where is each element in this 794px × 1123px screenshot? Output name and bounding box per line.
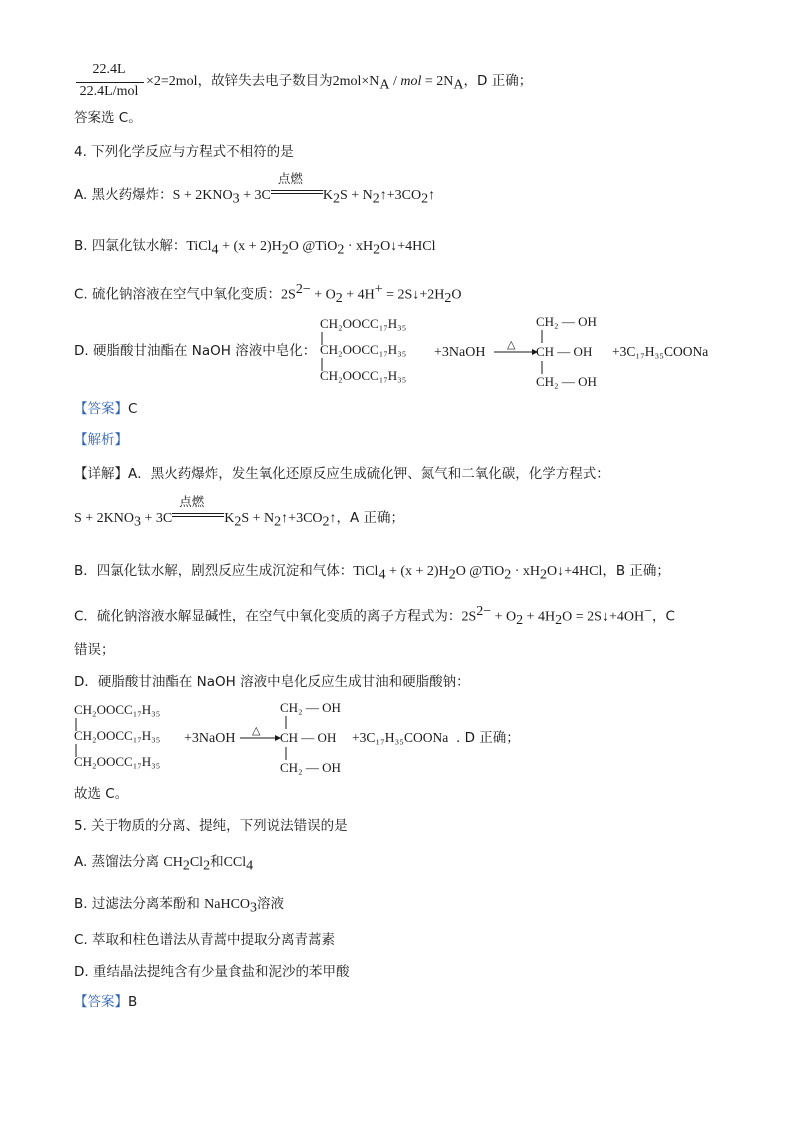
product-glycerol bbox=[280, 700, 341, 775]
ester-line-3: CH₂OOCC₁₇H₃₅ bbox=[74, 754, 161, 769]
glycerol-line-3: CH₂ — OH bbox=[536, 374, 597, 389]
intro-line: ×2=2mol，故锌失去电子数目为$2mol\times N_A$ / mol = $2N_A$，D 正确； bbox=[146, 73, 533, 93]
q4-option-d-label: D. 硬脂酸甘油酯在 NaOH 溶液中皂化： bbox=[74, 343, 317, 359]
fraction-denominator: 22.4L/mol bbox=[79, 84, 139, 99]
q4-answer: 【答案】C bbox=[74, 401, 138, 417]
q5-option-a: A. 蒸馏法分离 $CH_2Cl_2$和CCl$_4$ bbox=[74, 854, 254, 874]
ester-line-2: CH₂OOCC₁₇H₃₅ bbox=[320, 342, 407, 357]
detail-b: B．四氯化钛水解，剧烈反应生成沉淀和气体：TiCl$_4$ + $(x + 2)H_2O$ @TiO$_2$ · $xH_2O↓+4HCl$，B 正确； bbox=[74, 563, 670, 583]
detail-c: C．硫化钠溶液水解显碱性，在空气中氧化变质的离子方程式为：$2S^{2-} + O_2 + 4H_2O$ = 2S↓+4OH−，C bbox=[74, 604, 675, 629]
reagent-naoh: +3NaOH bbox=[184, 731, 236, 746]
reactant-ester bbox=[74, 702, 160, 769]
question-4-stem: 4. 下列化学反应与方程式不相符的是 bbox=[74, 144, 294, 160]
previous-answer: 答案选 C。 bbox=[74, 110, 142, 126]
glycerol-line-2: CH — OH bbox=[280, 730, 337, 745]
q5-option-d: D. 重结晶法提纯含有少量食盐和泥沙的苯甲酸 bbox=[74, 964, 350, 980]
q4-option-b: B. 四氯化钛水解：TiCl$_4$ + $(x + 2)H_2O$ @TiO$_2$ · $xH_2O↓+4HCl$ bbox=[74, 238, 436, 258]
reaction-arrow bbox=[240, 725, 281, 741]
q5-option-b: B. 过滤法分离苯酚和 NaHCO$_3$溶液 bbox=[74, 896, 285, 916]
q5-answer: 【答案】B bbox=[74, 994, 138, 1010]
reaction-condition-ignite: 点燃 bbox=[271, 185, 323, 199]
reagent-naoh: +3NaOH bbox=[434, 345, 486, 360]
glycerol-line-1: CH₂ — OH bbox=[280, 700, 341, 715]
ester-line-2: CH₂OOCC₁₇H₃₅ bbox=[74, 728, 161, 743]
detail-a-line-1: 【详解】A．黑火药爆炸，发生氧化还原反应生成硫化钾、氮气和二氧化碳，化学方程式： bbox=[74, 466, 610, 482]
detail-d: D．硬脂酸甘油酯在 NaOH 溶液中皂化反应生成甘油和硬脂酸钠： bbox=[74, 674, 470, 690]
detail-c-continued: 错误； bbox=[74, 642, 115, 658]
product-sodium-stearate: +3C₁₇H₃₅COONa bbox=[612, 344, 709, 359]
product-sodium-stearate: +3C₁₇H₃₅COONa bbox=[352, 730, 449, 745]
ester-line-1: CH₂OOCC₁₇H₃₅ bbox=[74, 702, 161, 717]
detail-a-line-2: $S + 2KNO_3 + 3C$ 点燃 $K_2S$ + $N_2↑+3CO_2↑$，A 正确； bbox=[74, 494, 405, 530]
fraction-bar bbox=[76, 82, 144, 83]
ester-line-1: CH₂OOCC₁₇H₃₅ bbox=[320, 316, 407, 331]
heat-symbol: △ bbox=[507, 339, 516, 351]
detail-conclusion: 故选 C。 bbox=[74, 786, 129, 802]
reaction-arrow bbox=[494, 339, 538, 355]
question-5-stem: 5. 关于物质的分离、提纯，下列说法错误的是 bbox=[74, 818, 348, 834]
glycerol-line-1: CH₂ — OH bbox=[536, 314, 597, 329]
reaction-condition-ignite: 点燃 bbox=[172, 508, 224, 522]
product-glycerol bbox=[536, 314, 597, 389]
glycerol-line-2: CH — OH bbox=[536, 344, 593, 359]
glycerol-line-3: CH₂ — OH bbox=[280, 760, 341, 775]
q4-option-a: A. 黑火药爆炸：$S + 2KNO_3 + 3C$ 点燃 $K_2S$ + $N_2↑+3CO_2↑$ bbox=[74, 171, 436, 207]
fraction-numerator: 22.4L bbox=[92, 62, 126, 77]
q4-option-c: C. 硫化钠溶液在空气中氧化变质：$2S^{2-} + O_2 + 4H^+$ = $2S↓+2H_2O$ bbox=[74, 282, 462, 307]
ester-line-3: CH₂OOCC₁₇H₃₅ bbox=[320, 368, 407, 383]
q5-option-c: C. 萃取和柱色谱法从青蒿中提取分离青蒿素 bbox=[74, 932, 336, 948]
fraction bbox=[74, 62, 146, 106]
saponification-equation-2 bbox=[70, 698, 540, 778]
reactant-ester bbox=[320, 316, 406, 383]
q4-analysis-heading: 【解析】 bbox=[74, 432, 128, 448]
saponification-equation-1 bbox=[316, 312, 736, 392]
heat-symbol: △ bbox=[252, 725, 261, 737]
detail-d-end: . D 正确； bbox=[456, 730, 520, 746]
